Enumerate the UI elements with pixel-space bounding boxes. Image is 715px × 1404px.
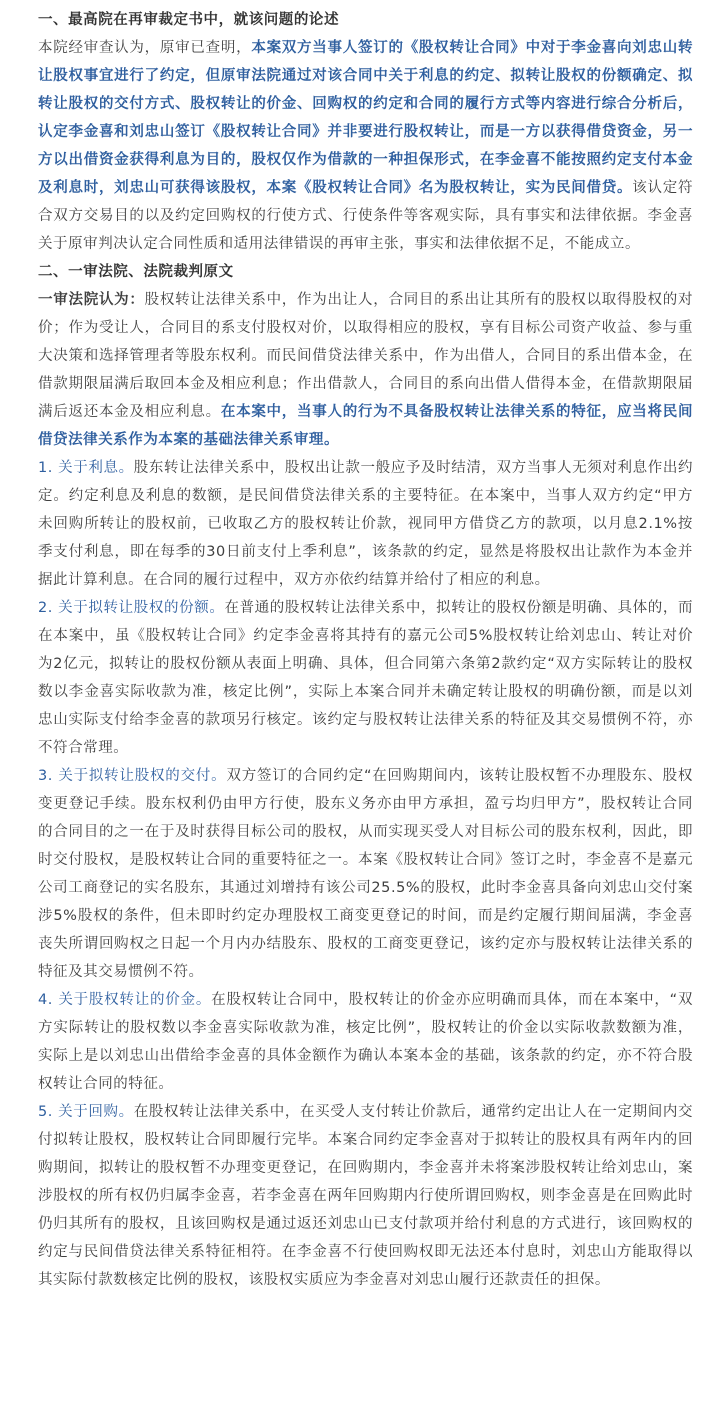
paragraph-supreme-court-review: [38, 34, 693, 258]
highlighted-text: 在本案中，当事人的行为不具备股权转让法律关系的特征，应当将民间借贷法律关系作为本案的基础法律关系审理。: [38, 404, 693, 448]
list-item-share-delivery: [38, 762, 693, 986]
highlighted-text: 本案双方当事人签订的《股权转让合同》中对于李金喜向刘忠山转让股权事宜进行了约定，但原审法院通过对该合同中关于利息的约定、拟转让股权的份额确定、拟转让股权的交付方式、股权转让的价金、回购权的约定和合同的履行方式等内容进行综合分析后，认定李金喜和刘忠山签订《股权转让合同》并非要进行股权转让，而是一方以获得借贷资金，另一方以出借资金获得利息为目的，股权仅作为借款的一种担保形式，在李金喜不能按照约定支付本金及利息时，刘忠山可获得该股权，本案《股权转让合同》名为股权转让，实为民间借贷。: [38, 40, 694, 196]
item-text: 双方签订的合同约定“在回购期间内，该转让股权暂不办理股东、股权变更登记手续。股东权利仍由甲方行使，股东义务亦由甲方承担，盈亏均归甲方”，股权转让合同的合同目的之一在于及时获得目标公司的股权，从而实现买受人对目标公司的股东权利，因此，即时交付股权，是股权转让合同的重要特征之一。本案《股权转让合同》签订之时，李金喜不是嘉元公司工商登记的实名股东，其通过刘增持有该公司25.5%的股权，此时李金喜具备向刘忠山交付案涉5%股权的条件，但未即时约定办理股权工商变更登记的时间，而是约定履行期间届满，李金喜丧失所谓回购权之日起一个月内办结股东、股权的工商变更登记，该约定亦与股权转让法律关系的特征及其交易惯例不符。: [38, 768, 693, 980]
lead-label: 一审法院认为：: [38, 292, 145, 308]
paragraph-first-instance-view: [38, 286, 693, 454]
item-text: 在股权转让合同中，股权转让的价金亦应明确而具体，而在本案中，“双方实际转让的股权数以李金喜实际收款为准，核定比例”，股权转让的价金以实际收款数额为准，实际上是以刘忠山出借给李金喜的具体金额作为确认本案本金的基础，该条款的约定，亦不符合股权转让合同的特征。: [38, 992, 694, 1092]
item-text: 在股权转让法律关系中，在买受人支付转让价款后，通常约定出让人在一定期间内交付拟转让股权，股权转让合同即履行完毕。本案合同约定李金喜对于拟转让的股权具有两年内的回购期间，拟转让的股权暂不办理变更登记，在回购期内，李金喜并未将案涉股权转让给刘忠山，案涉股权的所有权仍归属李金喜，若李金喜在两年回购期内行使所谓回购权，则李金喜是在回购此时仍归其所有的股权，且该回购权是通过返还刘忠山已支付款项并给付利息的方式进行，该回购权的约定与民间借贷法律关系特征相符。在李金喜不行使回购权即无法还本付息时，刘忠山方能取得以其实际付款数核定比例的股权，该股权实质应为李金喜对刘忠山履行还款责任的担保。: [38, 1104, 693, 1288]
section-heading-1: 一、最高院在再审裁定书中，就该问题的论述: [38, 12, 339, 28]
section-heading-2: 二、一审法院、法院裁判原文: [38, 264, 234, 280]
paragraph-text: 该认定符合双方交易目的以及约定回购权的行使方式、行使条件等客观实际，具有事实和法律依据。李金喜关于原审判决认定合同性质和适用法律错误的再审主张，事实和法律依据不足，不能成立。: [38, 180, 693, 252]
list-item-buyback: [38, 1098, 693, 1294]
list-item-price: [38, 986, 693, 1098]
item-title: 1. 关于利息。: [38, 460, 134, 476]
paragraph-text: 本院经审查认为，原审已查明，: [38, 40, 252, 56]
list-item-share-amount: [38, 594, 693, 762]
item-title: 2. 关于拟转让股权的份额。: [38, 600, 225, 616]
item-title: 3. 关于拟转让股权的交付。: [38, 768, 227, 784]
item-text: 股东转让法律关系中，股权出让款一般应予及时结清，双方当事人无须对利息作出约定。约定利息及利息的数额，是民间借贷法律关系的主要特征。在本案中，当事人双方约定“甲方未回购所转让的股权前，已收取乙方的股权转让价款，视同甲方借贷乙方的款项，以月息2.1%按季支付利息，即在每季的30日前支付上季利息”，该条款的约定，显然是将股权出让款作为本金并据此计算利息。在合同的履行过程中，双方亦依约结算并给付了相应的利息。: [38, 460, 693, 588]
item-title: 4. 关于股权转让的价金。: [38, 992, 212, 1008]
paragraph-text: 股权转让法律关系中，作为出让人，合同目的系出让其所有的股权以取得股权的对价；作为受让人，合同目的系支付股权对价，以取得相应的股权，享有目标公司资产收益、参与重大决策和选择管理者等股东权利。而民间借贷法律关系中，作为出借人，合同目的系出借本金，在借款期限届满后取回本金及相应利息；作出借款人，合同目的系向出借人借得本金，在借款期限届满后返还本金及相应利息。: [38, 292, 694, 420]
list-item-interest: [38, 454, 693, 594]
item-title: 5. 关于回购。: [38, 1104, 134, 1120]
item-text: 在普通的股权转让法律关系中，拟转让的股权份额是明确、具体的，而在本案中，虽《股权转让合同》约定李金喜将其持有的嘉元公司5%股权转让给刘忠山、转让对价为2亿元，拟转让的股权份额从表面上明确、具体，但合同第六条第2款约定“双方实际转让的股权数以李金喜实际收款为准，核定比例”，实际上本案合同并未确定转让股权的明确份额，而是以刘忠山实际支付给李金喜的款项另行核定。该约定与股权转让法律关系的特征及其交易惯例不符，亦不符合常理。: [38, 600, 693, 756]
